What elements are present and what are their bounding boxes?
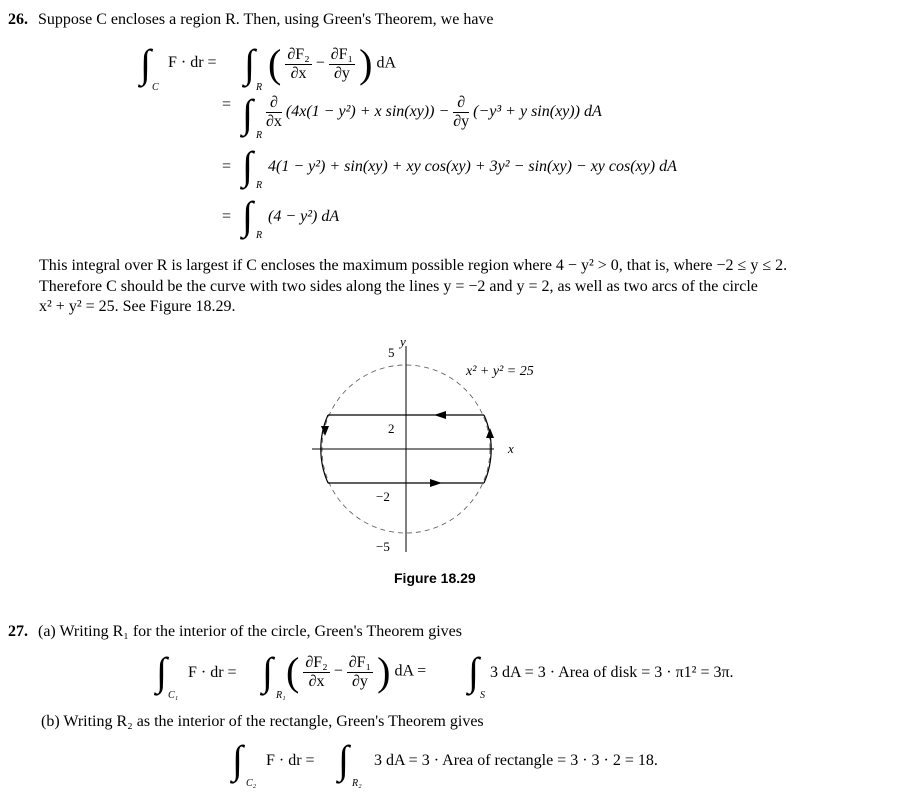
problem-intro: Suppose C encloses a region R. Then, using Green's Theorem, we have	[38, 11, 494, 28]
partial-den: ∂y	[453, 113, 470, 130]
integral-sign: ∫	[242, 193, 253, 238]
x-axis-label: x	[508, 441, 514, 456]
integral-sign: ∫	[242, 91, 253, 136]
integral-sign: ∫	[338, 737, 349, 782]
y-axis-label: y	[400, 334, 406, 349]
equals-sign: =	[222, 158, 232, 175]
explanation-line-1: This integral over R is largest if C encloses the maximum possible region where 4 − y² > 0, that is, where −2 ≤ y ≤ 2.	[39, 257, 788, 274]
integral-sign: ∫	[156, 649, 167, 694]
problem-26-header	[8, 10, 494, 30]
subscript-c1: C₁	[168, 690, 179, 701]
frac-den: ∂y	[333, 64, 350, 82]
part-b-text: (b) Writing R₂ as the interior of the rectangle, Green's Theorem gives	[41, 713, 484, 730]
partial-num: ∂	[453, 94, 469, 113]
frac-num: ∂F₁	[348, 653, 372, 671]
figure-18-29	[300, 330, 600, 560]
equation-line-2	[222, 91, 602, 142]
frac-num: ∂F₁	[330, 45, 354, 63]
subscript-s: S	[480, 690, 485, 701]
tick-label-2: 2	[388, 421, 395, 436]
partial-num: ∂	[266, 94, 282, 113]
subscript-r: R	[256, 130, 263, 141]
frac-num: ∂F₂	[287, 45, 310, 63]
subscript-r: R	[256, 180, 263, 191]
frac-den: ∂x	[290, 64, 307, 82]
equation-27a: ∫ C₁ F · dr = ∫ R₁ ( $\frac{\text{∂F₂}}{\partial x}$ − $\frac{\text{∂F₁}}{\partial y}$ ) dA = ∫ S 3 dA = 3 · Area of disk = 3 · π1² = 3π.	[156, 649, 734, 701]
figure-caption: Figure 18.29	[394, 570, 476, 586]
subscript-r: R	[256, 230, 263, 241]
integral-sign: ∫	[262, 649, 273, 694]
line2-text: (4x(1 − y²) + x sin(xy)) −	[285, 103, 450, 121]
problem-number: 26.	[8, 11, 28, 28]
equals-sign: =	[222, 96, 232, 113]
lhs-line-integral: F · dr =	[168, 54, 217, 71]
arrow-top	[434, 411, 446, 419]
da-text: dA	[376, 54, 397, 72]
frac-den: ∂x	[308, 672, 325, 690]
frac-num: ∂F₂	[305, 653, 328, 671]
subscript-c: C	[152, 82, 159, 93]
tick-label-neg2: −2	[376, 489, 390, 504]
part-b-result: 3 dA = 3 · Area of rectangle = 3 · 3 · 2 = 18.	[374, 752, 658, 769]
tick-label-5: 5	[388, 345, 395, 360]
arrow-right	[486, 428, 494, 438]
circle-equation-label: x² + y² = 25	[466, 364, 534, 379]
line3-text: 4(1 − y²) + sin(xy) + xy cos(xy) + 3y² − sin(xy) − xy cos(xy) dA	[268, 158, 677, 175]
explanation-line-2: Therefore C should be the curve with two sides along the lines y = −2 and y = 2, as well as two arcs of the circle	[39, 278, 758, 295]
lhs-line-integral: F · dr =	[266, 752, 315, 769]
equation-27b	[232, 737, 658, 792]
da-equals: dA =	[394, 662, 427, 680]
subscript-r2: R₂	[352, 778, 362, 789]
arrow-bottom	[430, 479, 442, 487]
lhs-line-integral: F · dr =	[188, 664, 237, 681]
subscript-r1: R₁	[276, 690, 286, 701]
tick-label-neg5: −5	[376, 539, 390, 554]
part-a-text: (a) Writing R₁ for the interior of the circle, Green's Theorem gives	[38, 623, 462, 640]
green-integrand: ( $\frac{\text{∂F₂}}{\partial x}$ − $\frac{\text{∂F₁}}{\partial y}$ ) dA	[268, 41, 397, 86]
equals-sign: =	[222, 208, 232, 225]
part-a-result: 3 dA = 3 · Area of disk = 3 · π1² = 3π.	[490, 664, 734, 681]
line2-tail: (−y³ + y sin(xy)) dA	[473, 103, 602, 121]
frac-den: ∂y	[351, 672, 368, 690]
problem-27-header	[8, 622, 462, 642]
equation-line-1	[140, 41, 397, 94]
integral-sign: ∫	[242, 143, 253, 188]
integral-sign: ∫	[244, 41, 255, 86]
integral-sign: ∫	[140, 41, 151, 86]
partial-den: ∂x	[266, 113, 282, 130]
problem-number: 27.	[8, 623, 28, 640]
integral-sign: ∫	[468, 649, 479, 694]
integral-sign: ∫	[232, 737, 243, 782]
subscript-r: R	[256, 82, 263, 93]
line4-text: (4 − y²) dA	[268, 208, 340, 225]
explanation-line-3: x² + y² = 25. See Figure 18.29.	[39, 298, 236, 315]
subscript-c2: C₂	[246, 778, 257, 789]
